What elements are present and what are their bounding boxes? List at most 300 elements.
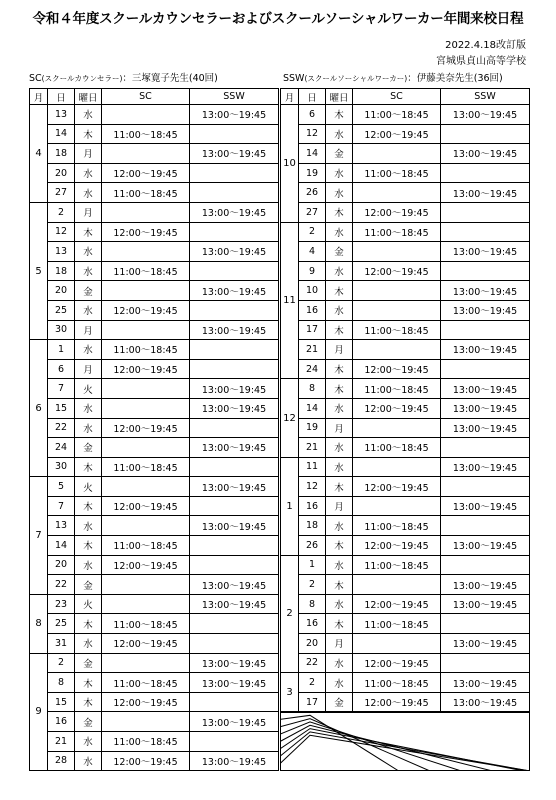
ssw-time-cell bbox=[190, 457, 279, 477]
sc-time-cell: 11:00～18:45 bbox=[102, 457, 190, 477]
sc-time-cell bbox=[353, 496, 441, 516]
day-cell: 16 bbox=[299, 614, 326, 634]
ssw-time-cell: 13:00～19:45 bbox=[441, 281, 530, 301]
month-cell: 11 bbox=[281, 222, 299, 379]
table-row bbox=[281, 614, 530, 634]
ssw-time-cell: 13:00～19:45 bbox=[190, 242, 279, 262]
sc-name: ：三塚寛子先生(40回) bbox=[122, 73, 218, 84]
day-cell: 30 bbox=[48, 457, 75, 477]
weekday-cell: 水 bbox=[326, 516, 353, 536]
hatch-line bbox=[280, 729, 524, 771]
weekday-cell: 月 bbox=[75, 320, 102, 340]
day-cell: 24 bbox=[48, 438, 75, 458]
month-cell: 2 bbox=[281, 555, 299, 673]
ssw-time-cell: 13:00～19:45 bbox=[441, 536, 530, 556]
sc-time-cell bbox=[353, 340, 441, 360]
weekday-cell: 水 bbox=[75, 340, 102, 360]
table-row bbox=[281, 261, 530, 281]
table-row bbox=[281, 281, 530, 301]
header-day: 日 bbox=[48, 89, 75, 105]
weekday-cell: 木 bbox=[326, 281, 353, 301]
day-cell: 21 bbox=[299, 340, 326, 360]
ssw-time-cell: 13:00～19:45 bbox=[190, 281, 279, 301]
table-row bbox=[30, 673, 279, 693]
day-cell: 10 bbox=[299, 281, 326, 301]
revision-date: 2022.4.18改訂版 bbox=[445, 40, 526, 51]
day-cell: 16 bbox=[299, 496, 326, 516]
weekday-cell: 木 bbox=[75, 222, 102, 242]
ssw-time-cell: 13:00～19:45 bbox=[441, 418, 530, 438]
hatch-frame bbox=[281, 713, 530, 771]
day-cell: 22 bbox=[299, 653, 326, 673]
table-row bbox=[281, 457, 530, 477]
table-row bbox=[30, 320, 279, 340]
sc-time-cell: 12:00～19:45 bbox=[102, 496, 190, 516]
sc-time-cell: 11:00～18:45 bbox=[353, 555, 441, 575]
table-row bbox=[30, 222, 279, 242]
sc-time-cell bbox=[102, 712, 190, 732]
table-row bbox=[281, 379, 530, 399]
day-cell: 14 bbox=[48, 124, 75, 144]
day-cell: 30 bbox=[48, 320, 75, 340]
weekday-cell: 金 bbox=[75, 281, 102, 301]
sc-time-cell: 11:00～18:45 bbox=[102, 536, 190, 556]
sc-time-cell bbox=[353, 300, 441, 320]
sc-time-cell: 12:00～19:45 bbox=[353, 202, 441, 222]
sc-time-cell: 12:00～19:45 bbox=[353, 594, 441, 614]
table-row bbox=[30, 124, 279, 144]
sc-time-cell bbox=[102, 516, 190, 536]
table-row bbox=[30, 536, 279, 556]
sc-time-cell: 11:00～18:45 bbox=[102, 673, 190, 693]
ssw-role: (スクールソーシャルワーカー) bbox=[304, 74, 408, 83]
day-cell: 17 bbox=[299, 320, 326, 340]
ssw-time-cell bbox=[190, 163, 279, 183]
header-month: 月 bbox=[281, 89, 299, 105]
table-row bbox=[30, 653, 279, 673]
table-row bbox=[281, 340, 530, 360]
sc-time-cell: 11:00～18:45 bbox=[102, 124, 190, 144]
weekday-cell: 木 bbox=[326, 575, 353, 595]
sc-time-cell: 11:00～18:45 bbox=[353, 516, 441, 536]
ssw-time-cell: 13:00～19:45 bbox=[190, 398, 279, 418]
day-cell: 23 bbox=[48, 594, 75, 614]
ssw-time-cell bbox=[190, 340, 279, 360]
day-cell: 13 bbox=[48, 516, 75, 536]
sc-time-cell: 12:00～19:45 bbox=[102, 359, 190, 379]
weekday-cell: 木 bbox=[75, 457, 102, 477]
month-cell: 7 bbox=[30, 477, 48, 595]
day-cell: 14 bbox=[48, 536, 75, 556]
weekday-cell: 水 bbox=[326, 163, 353, 183]
weekday-cell: 火 bbox=[75, 379, 102, 399]
table-row bbox=[281, 673, 530, 693]
table-row bbox=[30, 359, 279, 379]
ssw-time-cell bbox=[190, 300, 279, 320]
weekday-cell: 水 bbox=[75, 634, 102, 654]
day-cell: 7 bbox=[48, 496, 75, 516]
weekday-cell: 木 bbox=[326, 359, 353, 379]
header-day: 日 bbox=[299, 89, 326, 105]
day-cell: 4 bbox=[299, 242, 326, 262]
weekday-cell: 水 bbox=[75, 516, 102, 536]
ssw-time-cell: 13:00～19:45 bbox=[190, 673, 279, 693]
day-cell: 8 bbox=[48, 673, 75, 693]
hatch-line bbox=[280, 725, 493, 771]
sc-time-cell bbox=[102, 398, 190, 418]
ssw-staff-line bbox=[283, 70, 503, 84]
header-weekday: 曜日 bbox=[326, 89, 353, 105]
ssw-time-cell: 13:00～19:45 bbox=[190, 575, 279, 595]
weekday-cell: 水 bbox=[75, 398, 102, 418]
weekday-cell: 木 bbox=[326, 536, 353, 556]
day-cell: 2 bbox=[299, 673, 326, 693]
hatch-line bbox=[280, 735, 530, 771]
ssw-time-cell bbox=[441, 477, 530, 497]
day-cell: 16 bbox=[299, 300, 326, 320]
weekday-cell: 金 bbox=[326, 692, 353, 712]
day-cell: 2 bbox=[48, 202, 75, 222]
table-row bbox=[30, 105, 279, 125]
weekday-cell: 木 bbox=[326, 477, 353, 497]
ssw-time-cell: 13:00～19:45 bbox=[441, 340, 530, 360]
table-row bbox=[281, 653, 530, 673]
weekday-cell: 水 bbox=[326, 653, 353, 673]
ssw-time-cell bbox=[441, 261, 530, 281]
sc-role: (スクールカウンセラー) bbox=[41, 74, 123, 83]
sc-time-cell bbox=[353, 457, 441, 477]
weekday-cell: 水 bbox=[75, 751, 102, 771]
ssw-time-cell bbox=[441, 614, 530, 634]
table-row bbox=[281, 144, 530, 164]
sc-time-cell bbox=[353, 183, 441, 203]
header-sc: SC bbox=[102, 89, 190, 105]
table-row bbox=[30, 634, 279, 654]
ssw-time-cell bbox=[441, 653, 530, 673]
weekday-cell: 月 bbox=[326, 340, 353, 360]
sc-label: SC bbox=[29, 73, 42, 84]
ssw-time-cell: 13:00～19:45 bbox=[190, 653, 279, 673]
day-cell: 8 bbox=[299, 379, 326, 399]
table-row bbox=[281, 163, 530, 183]
ssw-time-cell bbox=[441, 202, 530, 222]
table-row bbox=[281, 398, 530, 418]
day-cell: 21 bbox=[299, 438, 326, 458]
table-row bbox=[281, 516, 530, 536]
sc-time-cell: 12:00～19:45 bbox=[102, 163, 190, 183]
day-cell: 25 bbox=[48, 300, 75, 320]
ssw-time-cell bbox=[190, 359, 279, 379]
table-row bbox=[30, 555, 279, 575]
weekday-cell: 水 bbox=[326, 300, 353, 320]
weekday-cell: 水 bbox=[326, 124, 353, 144]
day-cell: 20 bbox=[299, 634, 326, 654]
weekday-cell: 水 bbox=[75, 732, 102, 752]
weekday-cell: 木 bbox=[326, 614, 353, 634]
sc-time-cell bbox=[102, 653, 190, 673]
weekday-cell: 水 bbox=[326, 183, 353, 203]
table-row bbox=[281, 634, 530, 654]
table-row bbox=[281, 124, 530, 144]
weekday-cell: 水 bbox=[326, 398, 353, 418]
sc-time-cell bbox=[353, 281, 441, 301]
ssw-time-cell: 13:00～19:45 bbox=[441, 496, 530, 516]
month-cell: 6 bbox=[30, 340, 48, 477]
table-row bbox=[30, 614, 279, 634]
day-cell: 15 bbox=[48, 398, 75, 418]
ssw-time-cell bbox=[441, 124, 530, 144]
ssw-time-cell bbox=[441, 438, 530, 458]
table-row bbox=[30, 732, 279, 752]
table-row bbox=[30, 261, 279, 281]
school-name: 宮城県貞山高等学校 bbox=[436, 56, 526, 67]
weekday-cell: 木 bbox=[326, 379, 353, 399]
weekday-cell: 木 bbox=[326, 105, 353, 125]
sc-time-cell bbox=[102, 105, 190, 125]
header-ssw: SSW bbox=[190, 89, 279, 105]
day-cell: 12 bbox=[299, 124, 326, 144]
sc-time-cell: 11:00～18:45 bbox=[102, 261, 190, 281]
weekday-cell: 金 bbox=[75, 438, 102, 458]
sc-time-cell bbox=[353, 242, 441, 262]
table-row bbox=[30, 242, 279, 262]
ssw-time-cell: 13:00～19:45 bbox=[190, 105, 279, 125]
ssw-time-cell: 13:00～19:45 bbox=[190, 477, 279, 497]
table-row bbox=[30, 594, 279, 614]
hatch-line bbox=[280, 719, 430, 771]
sc-time-cell: 11:00～18:45 bbox=[353, 614, 441, 634]
day-cell: 18 bbox=[48, 261, 75, 281]
month-cell: 5 bbox=[30, 202, 48, 339]
day-cell: 12 bbox=[48, 222, 75, 242]
weekday-cell: 水 bbox=[326, 222, 353, 242]
header-sc: SC bbox=[353, 89, 441, 105]
sc-time-cell: 11:00～18:45 bbox=[102, 732, 190, 752]
sc-time-cell: 11:00～18:45 bbox=[353, 222, 441, 242]
sc-time-cell: 12:00～19:45 bbox=[353, 653, 441, 673]
sc-time-cell bbox=[102, 575, 190, 595]
sc-time-cell: 11:00～18:45 bbox=[102, 183, 190, 203]
table-row bbox=[30, 300, 279, 320]
sc-time-cell: 12:00～19:45 bbox=[353, 536, 441, 556]
sc-time-cell: 11:00～18:45 bbox=[102, 340, 190, 360]
sc-time-cell: 12:00～19:45 bbox=[102, 222, 190, 242]
day-cell: 26 bbox=[299, 536, 326, 556]
table-row bbox=[30, 340, 279, 360]
table-row bbox=[30, 575, 279, 595]
table-row bbox=[30, 712, 279, 732]
day-cell: 19 bbox=[299, 163, 326, 183]
day-cell: 14 bbox=[299, 144, 326, 164]
table-row bbox=[30, 516, 279, 536]
sc-time-cell bbox=[102, 202, 190, 222]
day-cell: 18 bbox=[48, 144, 75, 164]
ssw-time-cell: 13:00～19:45 bbox=[441, 457, 530, 477]
table-row bbox=[30, 163, 279, 183]
sc-time-cell: 11:00～18:45 bbox=[353, 379, 441, 399]
weekday-cell: 水 bbox=[75, 163, 102, 183]
table-row bbox=[281, 320, 530, 340]
table-row bbox=[281, 575, 530, 595]
sc-time-cell: 11:00～18:45 bbox=[102, 614, 190, 634]
day-cell: 21 bbox=[48, 732, 75, 752]
ssw-time-cell bbox=[441, 222, 530, 242]
sc-time-cell bbox=[102, 242, 190, 262]
schedule-table-right bbox=[280, 88, 530, 712]
ssw-time-cell bbox=[190, 555, 279, 575]
ssw-time-cell bbox=[441, 555, 530, 575]
day-cell: 20 bbox=[48, 163, 75, 183]
weekday-cell: 水 bbox=[326, 438, 353, 458]
ssw-time-cell bbox=[441, 359, 530, 379]
weekday-cell: 火 bbox=[75, 477, 102, 497]
ssw-time-cell: 13:00～19:45 bbox=[190, 712, 279, 732]
day-cell: 13 bbox=[48, 105, 75, 125]
table-row bbox=[281, 496, 530, 516]
ssw-time-cell bbox=[190, 634, 279, 654]
ssw-time-cell: 13:00～19:45 bbox=[190, 594, 279, 614]
ssw-time-cell: 13:00～19:45 bbox=[190, 751, 279, 771]
weekday-cell: 木 bbox=[75, 124, 102, 144]
sc-time-cell: 12:00～19:45 bbox=[353, 692, 441, 712]
table-row bbox=[281, 438, 530, 458]
table-row bbox=[281, 418, 530, 438]
day-cell: 31 bbox=[48, 634, 75, 654]
weekday-cell: 水 bbox=[326, 594, 353, 614]
weekday-cell: 火 bbox=[75, 594, 102, 614]
weekday-cell: 木 bbox=[326, 320, 353, 340]
day-cell: 5 bbox=[48, 477, 75, 497]
weekday-cell: 木 bbox=[75, 536, 102, 556]
table-row bbox=[30, 418, 279, 438]
sc-time-cell: 12:00～19:45 bbox=[102, 555, 190, 575]
ssw-time-cell: 13:00～19:45 bbox=[441, 594, 530, 614]
sc-time-cell: 12:00～19:45 bbox=[102, 300, 190, 320]
sc-time-cell bbox=[353, 575, 441, 595]
ssw-time-cell bbox=[190, 418, 279, 438]
ssw-time-cell: 13:00～19:45 bbox=[441, 379, 530, 399]
sc-time-cell bbox=[102, 594, 190, 614]
day-cell: 22 bbox=[48, 418, 75, 438]
weekday-cell: 金 bbox=[75, 653, 102, 673]
day-cell: 22 bbox=[48, 575, 75, 595]
sc-time-cell: 11:00～18:45 bbox=[353, 673, 441, 693]
header-month: 月 bbox=[30, 89, 48, 105]
month-cell: 8 bbox=[30, 594, 48, 653]
month-cell: 1 bbox=[281, 457, 299, 555]
ssw-time-cell bbox=[190, 692, 279, 712]
table-row bbox=[281, 202, 530, 222]
day-cell: 24 bbox=[299, 359, 326, 379]
table-row bbox=[281, 692, 530, 712]
ssw-time-cell: 13:00～19:45 bbox=[190, 516, 279, 536]
weekday-cell: 月 bbox=[75, 144, 102, 164]
day-cell: 25 bbox=[48, 614, 75, 634]
weekday-cell: 水 bbox=[75, 105, 102, 125]
ssw-time-cell bbox=[190, 614, 279, 634]
ssw-time-cell bbox=[190, 496, 279, 516]
ssw-time-cell: 13:00～19:45 bbox=[190, 379, 279, 399]
sc-staff-line bbox=[29, 70, 218, 84]
day-cell: 28 bbox=[48, 751, 75, 771]
weekday-cell: 木 bbox=[75, 614, 102, 634]
table-row bbox=[30, 477, 279, 497]
weekday-cell: 月 bbox=[75, 202, 102, 222]
table-row bbox=[281, 183, 530, 203]
ssw-time-cell: 13:00～19:45 bbox=[441, 575, 530, 595]
weekday-cell: 木 bbox=[75, 692, 102, 712]
table-row bbox=[30, 202, 279, 222]
weekday-cell: 水 bbox=[75, 183, 102, 203]
ssw-time-cell: 13:00～19:45 bbox=[441, 673, 530, 693]
day-cell: 18 bbox=[299, 516, 326, 536]
weekday-cell: 月 bbox=[75, 359, 102, 379]
sc-time-cell: 12:00～19:45 bbox=[102, 692, 190, 712]
day-cell: 16 bbox=[48, 712, 75, 732]
table-row bbox=[281, 105, 530, 125]
table-row bbox=[30, 751, 279, 771]
day-cell: 6 bbox=[48, 359, 75, 379]
ssw-time-cell bbox=[190, 124, 279, 144]
ssw-time-cell: 13:00～19:45 bbox=[441, 300, 530, 320]
ssw-time-cell: 13:00～19:45 bbox=[441, 144, 530, 164]
ssw-time-cell: 13:00～19:45 bbox=[441, 242, 530, 262]
month-cell: 10 bbox=[281, 105, 299, 223]
ssw-time-cell: 13:00～19:45 bbox=[441, 692, 530, 712]
ssw-time-cell bbox=[190, 732, 279, 752]
weekday-cell: 月 bbox=[326, 418, 353, 438]
table-row bbox=[30, 496, 279, 516]
day-cell: 11 bbox=[299, 457, 326, 477]
sc-time-cell: 11:00～18:45 bbox=[353, 438, 441, 458]
weekday-cell: 木 bbox=[326, 202, 353, 222]
table-row bbox=[281, 536, 530, 556]
sc-time-cell bbox=[353, 418, 441, 438]
table-row bbox=[281, 300, 530, 320]
table-row bbox=[281, 242, 530, 262]
sc-time-cell: 12:00～19:45 bbox=[353, 124, 441, 144]
sc-time-cell bbox=[102, 320, 190, 340]
weekday-cell: 金 bbox=[75, 575, 102, 595]
sc-time-cell bbox=[353, 144, 441, 164]
sc-time-cell: 11:00～18:45 bbox=[353, 320, 441, 340]
table-row bbox=[30, 692, 279, 712]
table-row bbox=[30, 183, 279, 203]
ssw-time-cell: 13:00～19:45 bbox=[190, 202, 279, 222]
day-cell: 8 bbox=[299, 594, 326, 614]
sc-time-cell: 12:00～19:45 bbox=[353, 261, 441, 281]
day-cell: 19 bbox=[299, 418, 326, 438]
hatch-line bbox=[280, 715, 399, 771]
weekday-cell: 水 bbox=[75, 555, 102, 575]
day-cell: 2 bbox=[299, 222, 326, 242]
page-title: 令和４年度スクールカウンセラーおよびスクールソーシャルワーカー年間来校日程 bbox=[32, 11, 524, 27]
day-cell: 9 bbox=[299, 261, 326, 281]
sc-time-cell bbox=[102, 477, 190, 497]
sc-time-cell bbox=[102, 281, 190, 301]
day-cell: 12 bbox=[299, 477, 326, 497]
header-weekday: 曜日 bbox=[75, 89, 102, 105]
day-cell: 20 bbox=[48, 281, 75, 301]
sc-time-cell: 12:00～19:45 bbox=[102, 418, 190, 438]
sc-time-cell bbox=[102, 379, 190, 399]
ssw-time-cell bbox=[441, 516, 530, 536]
sc-time-cell: 12:00～19:45 bbox=[102, 751, 190, 771]
day-cell: 15 bbox=[48, 692, 75, 712]
weekday-cell: 水 bbox=[75, 261, 102, 281]
day-cell: 1 bbox=[299, 555, 326, 575]
weekday-cell: 水 bbox=[75, 300, 102, 320]
